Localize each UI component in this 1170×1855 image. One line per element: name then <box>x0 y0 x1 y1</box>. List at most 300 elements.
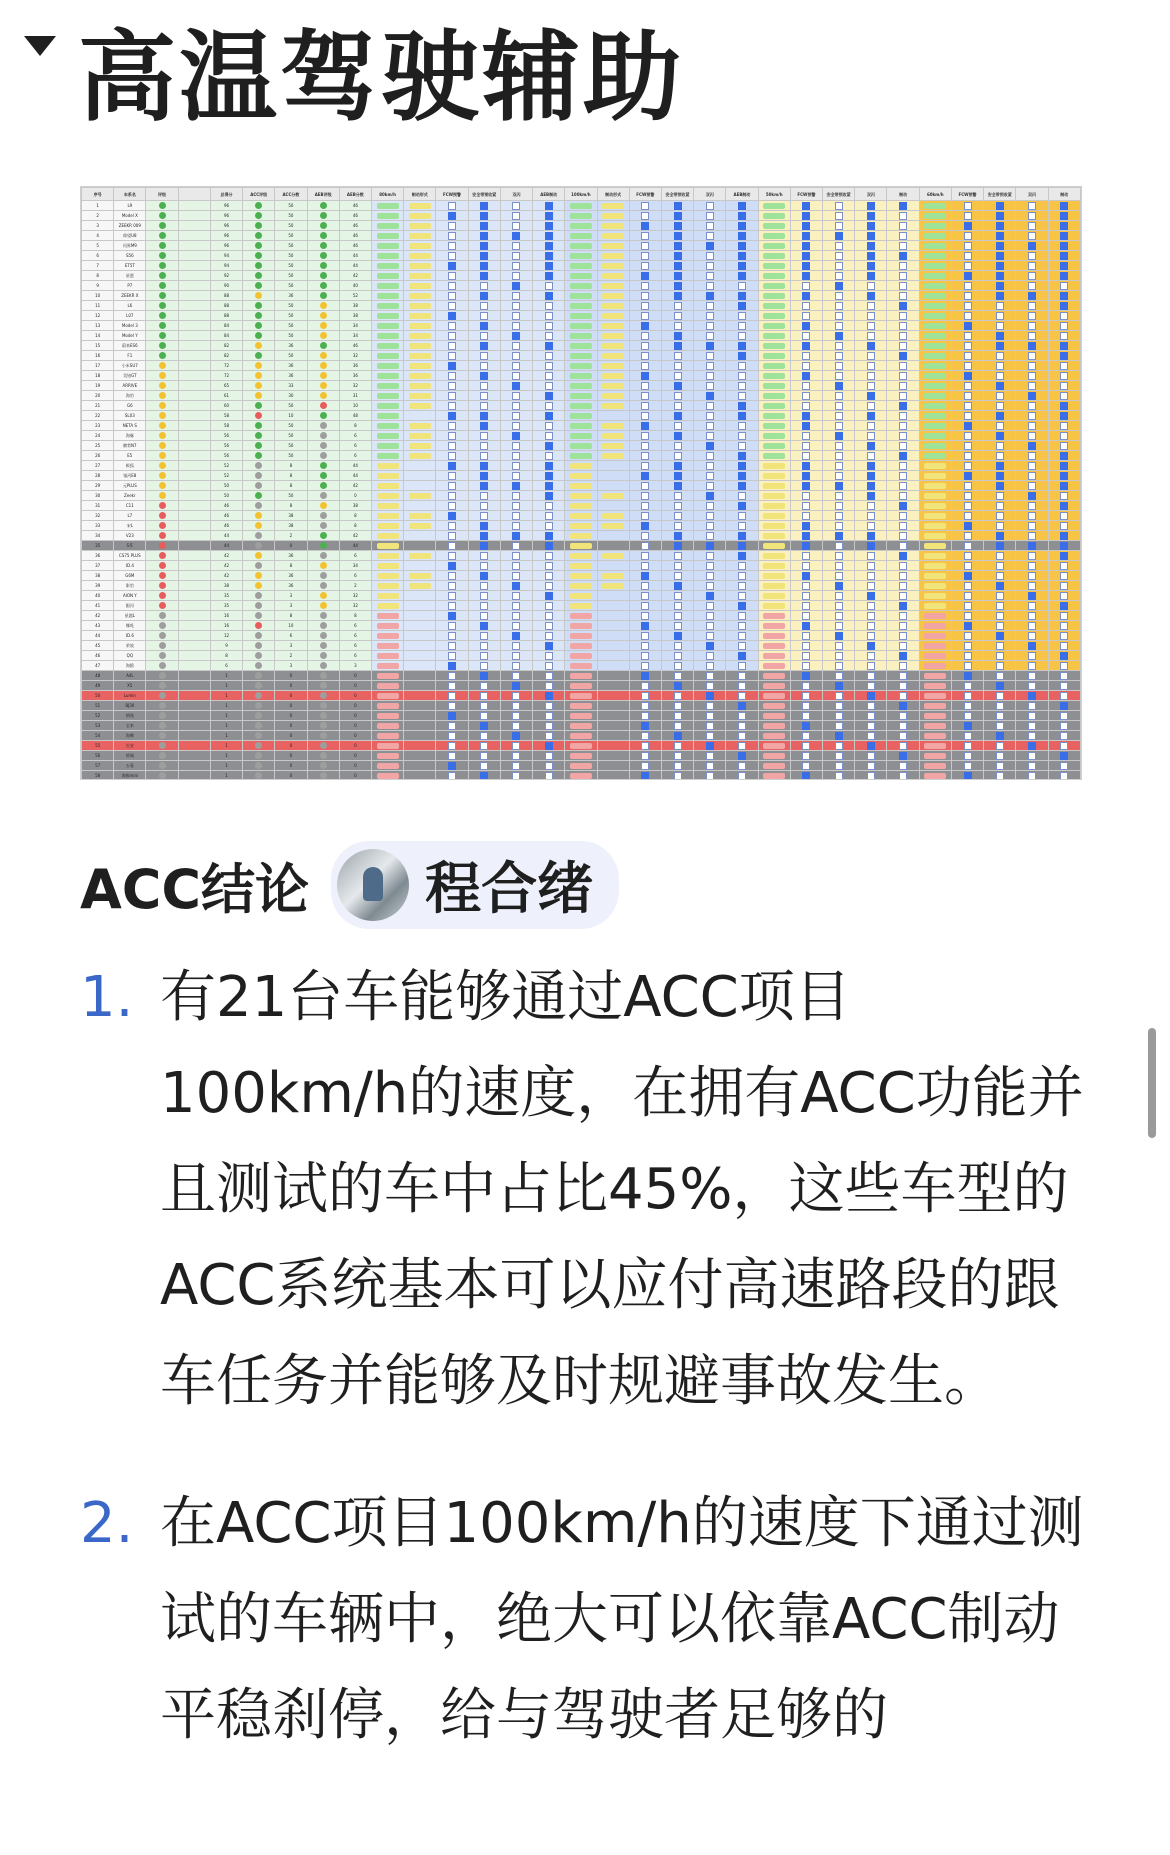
checkbox-cell <box>855 401 887 411</box>
checkbox-cell <box>1016 281 1048 291</box>
checkbox-cell <box>951 721 983 731</box>
list-item-text: 在ACC项目100km/h的速度下通过测试的车辆中，绝大可以依靠ACC制动平稳刹停，给与驾驶者足够的 <box>160 1491 1084 1748</box>
pass-status <box>565 671 597 681</box>
checkbox-cell <box>500 201 532 211</box>
checkbox-cell <box>726 221 758 231</box>
checkbox-cell <box>1016 311 1048 321</box>
checkbox-cell <box>984 211 1016 221</box>
pass-status <box>919 741 951 751</box>
checkbox-cell <box>629 491 661 501</box>
table-header-cell: 制动 <box>1048 188 1080 201</box>
brake-mode <box>404 321 436 331</box>
brake-mode <box>404 701 436 711</box>
table-cell <box>178 591 210 601</box>
grade-dot <box>146 211 178 221</box>
checkbox-cell <box>790 241 822 251</box>
checkbox-cell <box>984 441 1016 451</box>
pass-status <box>371 711 403 721</box>
pass-status <box>919 321 951 331</box>
checkbox-cell <box>629 711 661 721</box>
acc-grade-dot <box>243 271 275 281</box>
brake-mode <box>597 351 629 361</box>
row-number: 47 <box>82 661 114 671</box>
pass-status <box>371 641 403 651</box>
table-cell <box>178 641 210 651</box>
checkbox-cell <box>533 571 565 581</box>
checkbox-cell <box>1048 771 1080 781</box>
checkbox-cell <box>661 281 693 291</box>
checkbox-cell <box>533 651 565 661</box>
checkbox-cell <box>887 351 919 361</box>
car-name: ZEEKR 009 <box>114 221 146 231</box>
car-name: 銀河 <box>114 601 146 611</box>
table-cell <box>178 511 210 521</box>
checkbox-cell <box>1016 651 1048 661</box>
checkbox-cell <box>629 401 661 411</box>
checkbox-cell <box>823 761 855 771</box>
aeb-score: 6 <box>339 651 371 661</box>
checkbox-cell <box>726 681 758 691</box>
aeb-grade-dot <box>307 281 339 291</box>
checkbox-cell <box>984 361 1016 371</box>
checkbox-cell <box>629 691 661 701</box>
aeb-score: 48 <box>339 411 371 421</box>
checkbox-cell <box>951 501 983 511</box>
aeb-score: 46 <box>339 241 371 251</box>
checkbox-cell <box>500 741 532 751</box>
aeb-score: 46 <box>339 211 371 221</box>
brake-mode <box>404 431 436 441</box>
checkbox-cell <box>436 661 468 671</box>
checkbox-cell <box>629 421 661 431</box>
brake-mode <box>597 671 629 681</box>
checkbox-cell <box>468 671 500 681</box>
collapse-toggle-icon[interactable] <box>24 36 56 56</box>
checkbox-cell <box>694 651 726 661</box>
checkbox-cell <box>887 261 919 271</box>
checkbox-cell <box>694 471 726 481</box>
checkbox-cell <box>790 331 822 341</box>
aeb-grade-dot <box>307 411 339 421</box>
checkbox-cell <box>533 541 565 551</box>
checkbox-cell <box>1048 601 1080 611</box>
table-header-cell: AEB制动 <box>726 188 758 201</box>
table-row <box>82 491 1081 501</box>
checkbox-cell <box>436 381 468 391</box>
acc-grade-dot <box>243 491 275 501</box>
brake-mode <box>597 401 629 411</box>
checkbox-cell <box>855 391 887 401</box>
table-cell <box>178 251 210 261</box>
grade-dot <box>146 231 178 241</box>
brake-mode <box>597 491 629 501</box>
table-header-cell: 50km/h <box>758 188 790 201</box>
checkbox-cell <box>951 291 983 301</box>
pass-status <box>919 401 951 411</box>
checkbox-cell <box>1016 581 1048 591</box>
checkbox-cell <box>1016 441 1048 451</box>
checkbox-cell <box>533 201 565 211</box>
checkbox-cell <box>1016 551 1048 561</box>
checkbox-cell <box>984 581 1016 591</box>
table-cell <box>178 371 210 381</box>
acc-grade-dot <box>243 471 275 481</box>
checkbox-cell <box>468 541 500 551</box>
total-score: 82 <box>210 351 242 361</box>
checkbox-cell <box>694 551 726 561</box>
row-number: 33 <box>82 521 114 531</box>
table-cell <box>178 691 210 701</box>
checkbox-cell <box>984 771 1016 781</box>
checkbox-cell <box>1048 351 1080 361</box>
checkbox-cell <box>951 231 983 241</box>
brake-mode <box>404 411 436 421</box>
checkbox-cell <box>823 451 855 461</box>
pass-status <box>919 551 951 561</box>
acc-score: 8 <box>275 561 307 571</box>
brake-mode <box>404 201 436 211</box>
checkbox-cell <box>468 411 500 421</box>
acc-score: 50 <box>275 491 307 501</box>
checkbox-cell <box>984 351 1016 361</box>
aeb-grade-dot <box>307 631 339 641</box>
checkbox-cell <box>468 741 500 751</box>
table-header-cell: 双闪 <box>500 188 532 201</box>
brake-mode <box>597 731 629 741</box>
checkbox-cell <box>887 391 919 401</box>
grade-dot <box>146 481 178 491</box>
checkbox-cell <box>855 491 887 501</box>
pass-status <box>758 511 790 521</box>
brake-mode <box>597 481 629 491</box>
checkbox-cell <box>694 321 726 331</box>
checkbox-cell <box>661 661 693 671</box>
row-number: 56 <box>82 751 114 761</box>
pass-status <box>565 731 597 741</box>
acc-score: 8 <box>275 501 307 511</box>
brake-mode <box>404 301 436 311</box>
total-score: 42 <box>210 561 242 571</box>
checkbox-cell <box>500 441 532 451</box>
checkbox-cell <box>1048 451 1080 461</box>
checkbox-cell <box>823 431 855 441</box>
pass-status <box>371 771 403 781</box>
pass-status <box>371 751 403 761</box>
section-heading <box>24 14 685 135</box>
acc-grade-dot <box>243 611 275 621</box>
scrollbar-thumb[interactable] <box>1148 1028 1156 1138</box>
checkbox-cell <box>951 361 983 371</box>
checkbox-cell <box>533 621 565 631</box>
aeb-grade-dot <box>307 511 339 521</box>
checkbox-cell <box>823 611 855 621</box>
checkbox-cell <box>629 721 661 731</box>
pass-status <box>371 281 403 291</box>
checkbox-cell <box>533 751 565 761</box>
brake-mode <box>597 561 629 571</box>
brake-mode <box>404 371 436 381</box>
checkbox-cell <box>855 251 887 261</box>
car-name: 海狮 <box>114 731 146 741</box>
checkbox-cell <box>1048 321 1080 331</box>
pass-status <box>919 201 951 211</box>
author-mention-chip[interactable] <box>331 841 619 929</box>
checkbox-cell <box>887 451 919 461</box>
checkbox-cell <box>468 661 500 671</box>
grade-dot <box>146 541 178 551</box>
total-score: 1 <box>210 681 242 691</box>
checkbox-cell <box>855 771 887 781</box>
checkbox-cell <box>855 271 887 281</box>
grade-dot <box>146 671 178 681</box>
pass-status <box>565 741 597 751</box>
pass-status <box>565 381 597 391</box>
brake-mode <box>404 691 436 701</box>
pass-status <box>758 641 790 651</box>
checkbox-cell <box>1016 401 1048 411</box>
checkbox-cell <box>790 641 822 651</box>
checkbox-cell <box>790 691 822 701</box>
checkbox-cell <box>726 691 758 701</box>
acc-score: 8 <box>275 611 307 621</box>
checkbox-cell <box>436 701 468 711</box>
brake-mode <box>597 261 629 271</box>
pass-status <box>919 601 951 611</box>
checkbox-cell <box>1016 341 1048 351</box>
checkbox-cell <box>887 231 919 241</box>
pass-status <box>919 291 951 301</box>
pass-status <box>919 681 951 691</box>
checkbox-cell <box>823 221 855 231</box>
checkbox-cell <box>823 741 855 751</box>
checkbox-cell <box>1016 521 1048 531</box>
checkbox-cell <box>790 611 822 621</box>
acc-grade-dot <box>243 531 275 541</box>
total-score: 46 <box>210 521 242 531</box>
table-cell <box>178 551 210 561</box>
pass-status <box>758 531 790 541</box>
checkbox-cell <box>1016 271 1048 281</box>
pass-status <box>565 371 597 381</box>
aeb-score: 8 <box>339 611 371 621</box>
checkbox-cell <box>951 581 983 591</box>
acc-score: 50 <box>275 321 307 331</box>
checkbox-cell <box>661 701 693 711</box>
table-cell <box>178 201 210 211</box>
checkbox-cell <box>790 441 822 451</box>
checkbox-cell <box>533 701 565 711</box>
checkbox-cell <box>951 701 983 711</box>
checkbox-cell <box>984 531 1016 541</box>
checkbox-cell <box>726 381 758 391</box>
checkbox-cell <box>790 311 822 321</box>
checkbox-cell <box>855 551 887 561</box>
checkbox-cell <box>823 581 855 591</box>
acc-grade-dot <box>243 291 275 301</box>
total-score: 1 <box>210 741 242 751</box>
checkbox-cell <box>790 761 822 771</box>
car-name: Model X <box>114 211 146 221</box>
table-row <box>82 441 1081 451</box>
table-cell <box>178 731 210 741</box>
checkbox-cell <box>951 471 983 481</box>
total-score: 72 <box>210 361 242 371</box>
car-name: 海豚mini <box>114 771 146 781</box>
checkbox-cell <box>629 631 661 641</box>
pass-status <box>371 621 403 631</box>
checkbox-cell <box>1016 381 1048 391</box>
checkbox-cell <box>500 481 532 491</box>
grade-dot <box>146 471 178 481</box>
brake-mode <box>597 321 629 331</box>
checkbox-cell <box>436 361 468 371</box>
table-header-cell: AEB评级 <box>307 188 339 201</box>
checkbox-cell <box>984 371 1016 381</box>
pass-status <box>758 561 790 571</box>
table-cell <box>178 471 210 481</box>
checkbox-cell <box>1016 561 1048 571</box>
grade-dot <box>146 531 178 541</box>
checkbox-cell <box>468 641 500 651</box>
checkbox-cell <box>726 421 758 431</box>
pass-status <box>919 691 951 701</box>
checkbox-cell <box>629 441 661 451</box>
brake-mode <box>597 641 629 651</box>
table-row <box>82 751 1081 761</box>
checkbox-cell <box>500 691 532 701</box>
checkbox-cell <box>1016 491 1048 501</box>
checkbox-cell <box>629 361 661 371</box>
checkbox-cell <box>1048 231 1080 241</box>
checkbox-cell <box>726 321 758 331</box>
checkbox-cell <box>533 281 565 291</box>
acc-grade-dot <box>243 411 275 421</box>
grade-dot <box>146 741 178 751</box>
checkbox-cell <box>1016 411 1048 421</box>
checkbox-cell <box>629 271 661 281</box>
list-number: 2. <box>80 1491 134 1556</box>
row-number: 5 <box>82 241 114 251</box>
total-score: 44 <box>210 531 242 541</box>
acc-score: 2 <box>275 651 307 661</box>
brake-mode <box>597 331 629 341</box>
pass-status <box>758 261 790 271</box>
checkbox-cell <box>1048 381 1080 391</box>
checkbox-cell <box>500 581 532 591</box>
brake-mode <box>404 461 436 471</box>
checkbox-cell <box>984 631 1016 641</box>
checkbox-cell <box>533 591 565 601</box>
checkbox-cell <box>500 721 532 731</box>
checkbox-cell <box>726 261 758 271</box>
table-row <box>82 381 1081 391</box>
table-header-cell: FCW预警 <box>790 188 822 201</box>
checkbox-cell <box>661 421 693 431</box>
checkbox-cell <box>887 561 919 571</box>
checkbox-cell <box>726 511 758 521</box>
acc-score: 50 <box>275 401 307 411</box>
checkbox-cell <box>887 521 919 531</box>
checkbox-cell <box>726 701 758 711</box>
pass-status <box>371 571 403 581</box>
checkbox-cell <box>500 211 532 221</box>
checkbox-cell <box>726 661 758 671</box>
checkbox-cell <box>951 611 983 621</box>
aeb-score: 42 <box>339 271 371 281</box>
table-header-cell: FCW预警 <box>951 188 983 201</box>
checkbox-cell <box>629 601 661 611</box>
list-item <box>80 950 1090 1430</box>
checkbox-cell <box>500 281 532 291</box>
pass-status <box>919 271 951 281</box>
table-cell <box>178 741 210 751</box>
checkbox-cell <box>823 751 855 761</box>
aeb-grade-dot <box>307 291 339 301</box>
aeb-score: 44 <box>339 461 371 471</box>
checkbox-cell <box>951 221 983 231</box>
checkbox-cell <box>887 691 919 701</box>
checkbox-cell <box>1016 221 1048 231</box>
checkbox-cell <box>500 301 532 311</box>
checkbox-cell <box>984 271 1016 281</box>
checkbox-cell <box>951 741 983 751</box>
pass-status <box>758 401 790 411</box>
checkbox-cell <box>694 381 726 391</box>
total-score: 84 <box>210 321 242 331</box>
pass-status <box>371 631 403 641</box>
grade-dot <box>146 361 178 371</box>
checkbox-cell <box>726 551 758 561</box>
checkbox-cell <box>533 451 565 461</box>
brake-mode <box>404 281 436 291</box>
brake-mode <box>404 761 436 771</box>
brake-mode <box>597 381 629 391</box>
grade-dot <box>146 371 178 381</box>
car-name: S系 <box>114 541 146 551</box>
checkbox-cell <box>629 651 661 661</box>
total-score: 52 <box>210 461 242 471</box>
checkbox-cell <box>790 521 822 531</box>
pass-status <box>919 521 951 531</box>
table-cell <box>178 541 210 551</box>
checkbox-cell <box>694 591 726 601</box>
table-header-cell: 60km/h <box>919 188 951 201</box>
checkbox-cell <box>790 301 822 311</box>
car-name: L07 <box>114 311 146 321</box>
brake-mode <box>597 311 629 321</box>
checkbox-cell <box>436 771 468 781</box>
checkbox-cell <box>887 741 919 751</box>
brake-mode <box>597 631 629 641</box>
car-name: 极狐 <box>114 461 146 471</box>
pass-status <box>919 591 951 601</box>
checkbox-cell <box>661 611 693 621</box>
checkbox-cell <box>533 231 565 241</box>
row-number: 41 <box>82 601 114 611</box>
checkbox-cell <box>436 581 468 591</box>
checkbox-cell <box>629 521 661 531</box>
checkbox-cell <box>790 291 822 301</box>
checkbox-cell <box>533 271 565 281</box>
checkbox-cell <box>951 201 983 211</box>
checkbox-cell <box>1016 241 1048 251</box>
acc-score: 0 <box>275 761 307 771</box>
checkbox-cell <box>533 351 565 361</box>
acc-grade-dot <box>243 201 275 211</box>
total-score: 35 <box>210 591 242 601</box>
checkbox-cell <box>661 521 693 531</box>
row-number: 48 <box>82 671 114 681</box>
